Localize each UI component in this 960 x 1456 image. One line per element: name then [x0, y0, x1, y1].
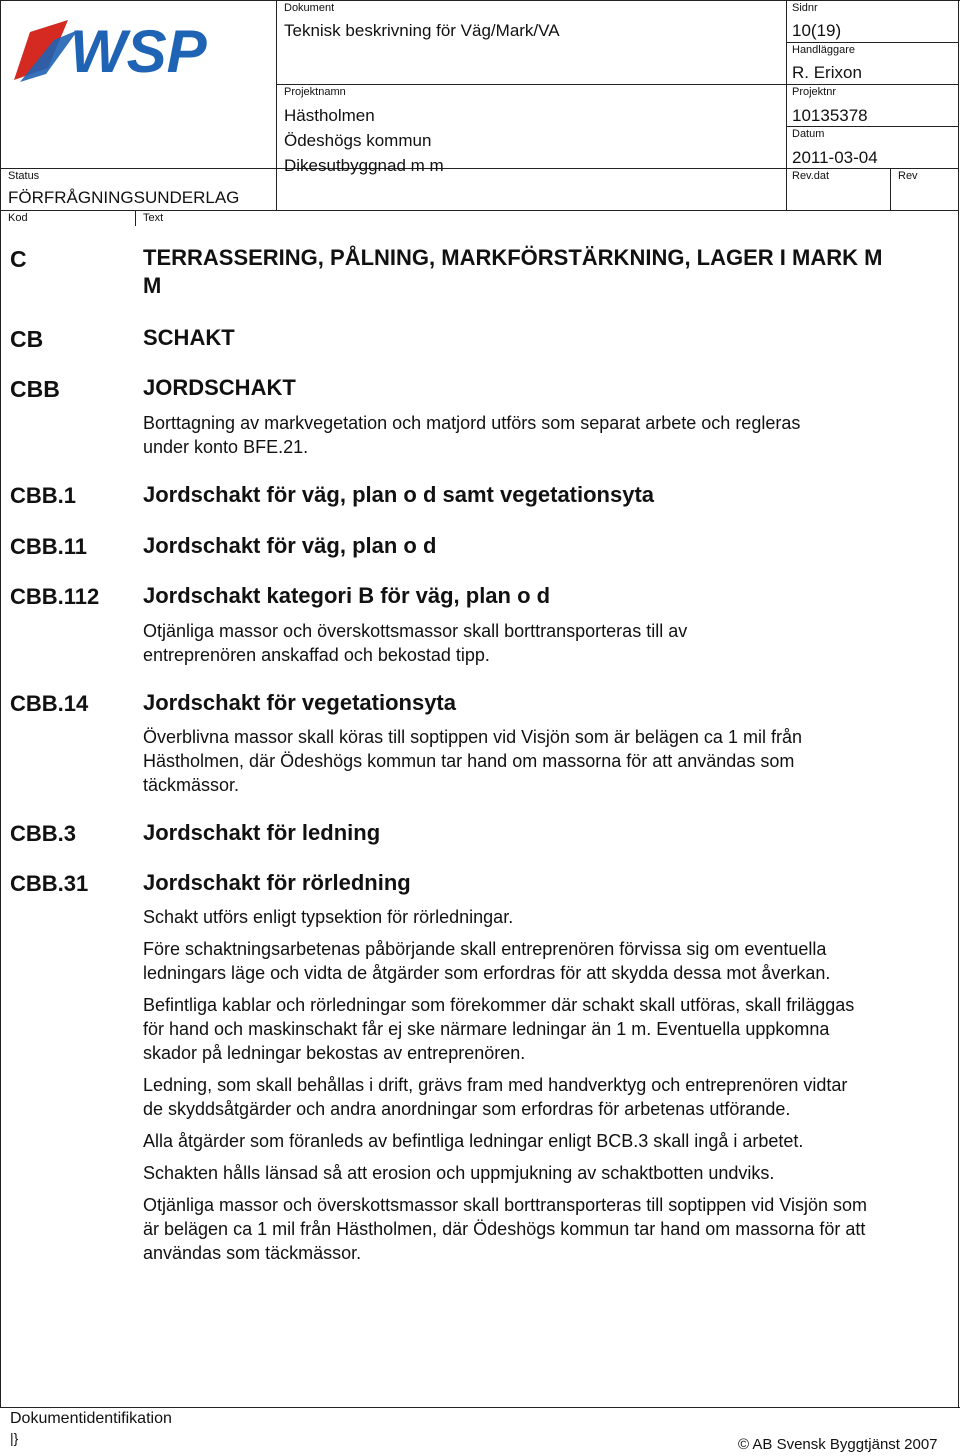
- section-title: TERRASSERING, PÅLNING, MARKFÖRSTÄRKNING, LAGER I MARK M M: [143, 245, 883, 298]
- section-title: JORDSCHAKT: [143, 375, 296, 400]
- doc-id-value: |}: [10, 1430, 19, 1446]
- date-value: 2011-03-04: [792, 148, 878, 167]
- wsp-logo: [8, 10, 240, 90]
- code-label: Kod: [8, 212, 28, 224]
- paragraph: Befintliga kablar och rörledningar som förekommer där schakt skall utföras, skall friläggas för hand och maskinschakt får ej ske närmare ledningar än 1 m. Eventuella uppkomna skador på ledningar bekostas av entreprenören.: [143, 995, 855, 1063]
- paragraph: Schakt utförs enligt typsektion för rörledningar.: [143, 907, 514, 927]
- section-code: CBB.3: [10, 821, 77, 846]
- page-label: Sidnr: [792, 2, 818, 14]
- section-title: SCHAKT: [143, 325, 235, 350]
- section-title: Jordschakt för väg, plan o d: [143, 533, 437, 558]
- handler-label: Handläggare: [792, 44, 855, 56]
- date-label: Datum: [792, 128, 825, 140]
- document-label: Dokument: [284, 2, 335, 14]
- section-title: Jordschakt kategori B för väg, plan o d: [143, 583, 551, 608]
- section-title: Jordschakt för väg, plan o d samt vegetationsyta: [143, 482, 655, 507]
- section-title: Jordschakt för ledning: [143, 820, 381, 845]
- section-code: CBB.11: [10, 534, 88, 559]
- section-title: Jordschakt för rörledning: [143, 870, 411, 895]
- paragraph: Före schaktningsarbetenas påbörjande skall entreprenören förvissa sig om eventuella ledningars läge och vidta de åtgärder som erfordras för att skydda dessa mot åverkan.: [143, 939, 831, 983]
- paragraph: Ledning, som skall behållas i drift, grävs fram med handverktyg och entreprenören vidtar de skyddsåtgärder och andra anordningar som erfordras för arbetenas utförande.: [143, 1075, 848, 1119]
- project-name-line-2: Ödeshögs kommun: [284, 131, 432, 150]
- section-code: C: [10, 246, 27, 272]
- paragraph: Alla åtgärder som föranleds av befintliga ledningar enligt BCB.3 skall ingå i arbetet.: [143, 1131, 804, 1151]
- revdate-label: Rev.dat: [792, 170, 830, 182]
- project-no-value: 10135378: [792, 106, 868, 125]
- section-code: CBB.31: [10, 871, 89, 896]
- project-no-label: Projektnr: [792, 86, 837, 98]
- section-text: Borttagning av markvegetation och matjord utförs som separat arbete och regleras under konto BFE.21.: [143, 413, 801, 457]
- page-value: 10(19): [792, 21, 842, 40]
- rev-label: Rev: [898, 170, 918, 182]
- section-code: CB: [10, 326, 44, 352]
- section-code: CBB: [10, 376, 60, 402]
- section-code: CBB.14: [10, 691, 89, 716]
- doc-id-label: Dokumentidentifikation: [10, 1410, 172, 1427]
- project-name-line-1: Hästholmen: [284, 106, 375, 125]
- section-code: CBB.1: [10, 483, 77, 508]
- project-name-line-3: Dikesutbyggnad m m: [284, 156, 444, 175]
- section-title: Jordschakt för vegetationsyta: [143, 690, 456, 715]
- section-text: Överblivna massor skall köras till soptippen vid Visjön som är belägen ca 1 mil från Hästholmen, där Ödeshögs kommun tar hand om massorna för att användas som täckmässor.: [143, 727, 802, 795]
- status-value: FÖRFRÅGNINGSUNDERLAG: [8, 188, 240, 207]
- logo-text: WSP: [70, 18, 207, 85]
- section-code: CBB.112: [10, 584, 100, 609]
- document-value: Teknisk beskrivning för Väg/Mark/VA: [284, 21, 560, 40]
- handler-value: R. Erixon: [792, 63, 862, 82]
- section-text: Otjänliga massor och överskottsmassor skall borttransporteras till av entreprenören anskaffad och bekostad tipp.: [143, 621, 688, 665]
- text-label: Text: [143, 212, 164, 224]
- paragraph: Otjänliga massor och överskottsmassor skall borttransporteras till soptippen vid Visjön som är belägen ca 1 mil från Hästholmen, där Ödeshögs kommun tar hand om massorna för att användas som täckmässor.: [143, 1195, 867, 1263]
- paragraph: Schakten hålls länsad så att erosion och uppmjukning av schaktbotten undviks.: [143, 1163, 775, 1183]
- status-label: Status: [8, 170, 40, 182]
- project-name-label: Projektnamn: [284, 86, 346, 98]
- section-paragraphs: [143, 905, 868, 1273]
- copyright-text: © AB Svensk Byggtjänst 2007: [738, 1436, 938, 1453]
